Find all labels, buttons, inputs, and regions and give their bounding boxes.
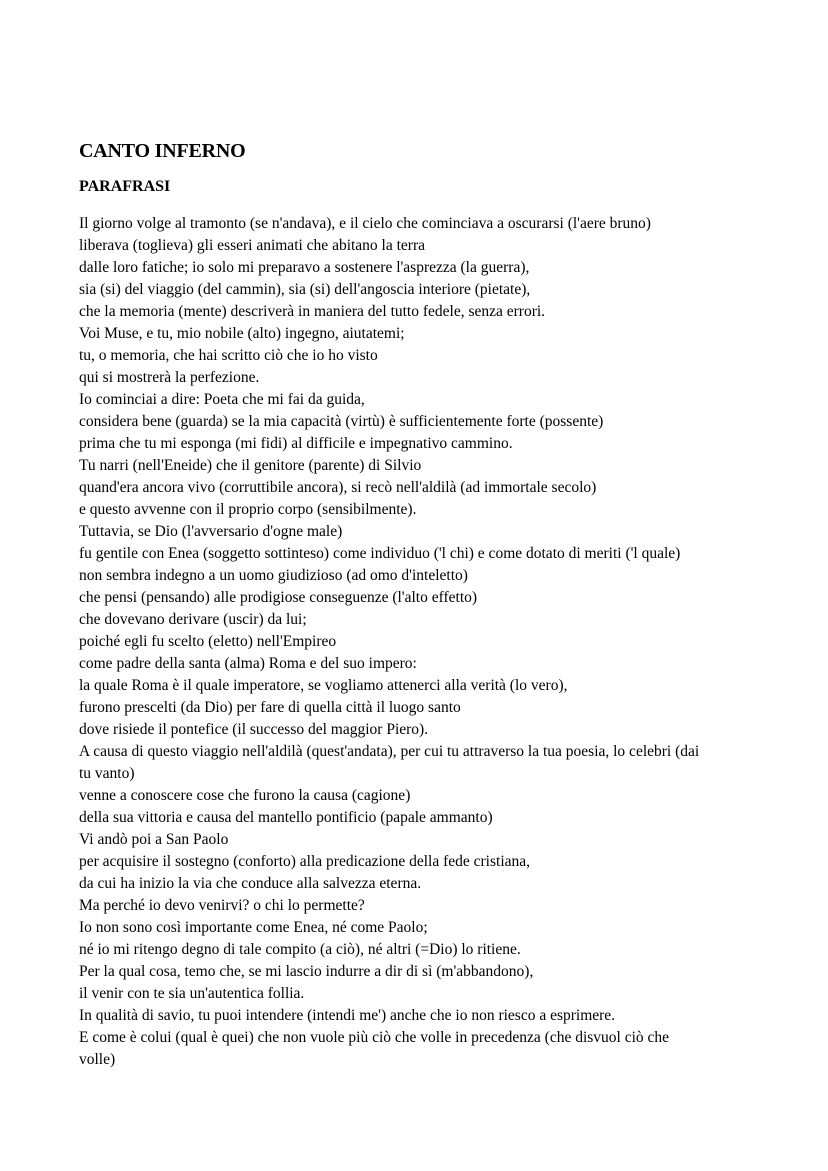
text-line: non sembra indegno a un uomo giudizioso (ad omo d'inteletto) <box>79 567 468 584</box>
text-line: furono prescelti (da Dio) per fare di quella città il luogo santo <box>79 699 461 716</box>
text-line: il venir con te sia un'autentica follia. <box>79 985 305 1002</box>
text-line: Il giorno volge al tramonto (se n'andava), e il cielo che cominciava a oscurarsi (l'aere bruno) <box>79 215 651 232</box>
text-line: della sua vittoria e causa del mantello pontificio (papale ammanto) <box>79 809 493 826</box>
paraphrase-text <box>79 213 759 1071</box>
text-line: qui si mostrerà la perfezione. <box>79 369 260 386</box>
text-line: Io cominciai a dire: Poeta che mi fai da guida, <box>79 391 365 408</box>
text-line: la quale Roma è il quale imperatore, se vogliamo attenerci alla verità (lo vero), <box>79 677 568 694</box>
text-line: liberava (toglieva) gli esseri animati che abitano la terra <box>79 237 426 254</box>
text-line: quand'era ancora vivo (corruttibile ancora), si recò nell'aldilà (ad immortale secolo) <box>79 479 597 496</box>
text-line: prima che tu mi esponga (mi fidi) al difficile e impegnativo cammino. <box>79 435 513 452</box>
text-line: venne a conoscere cose che furono la causa (cagione) <box>79 787 411 804</box>
text-line: Voi Muse, e tu, mio nobile (alto) ingegno, aiutatemi; <box>79 325 405 342</box>
text-line: e questo avvenne con il proprio corpo (sensibilmente). <box>79 501 417 518</box>
text-line: sia (si) del viaggio (del cammin), sia (si) dell'angoscia interiore (pietate), <box>79 281 531 298</box>
text-line: Tu narri (nell'Eneide) che il genitore (parente) di Silvio <box>79 457 422 474</box>
text-line: Vi andò poi a San Paolo <box>79 831 229 848</box>
document-title: CANTO INFERNO <box>79 140 246 162</box>
text-line: tu vanto) <box>79 765 135 782</box>
text-line: da cui ha inizio la via che conduce alla salvezza eterna. <box>79 875 422 892</box>
text-line: A causa di questo viaggio nell'aldilà (quest'andata), per cui tu attraverso la tua poesia, lo celebri (dai <box>79 743 700 760</box>
text-line: E come è colui (qual è quei) che non vuole più ciò che volle in precedenza (che disvuol ciò che <box>79 1029 670 1046</box>
text-line: che la memoria (mente) descriverà in maniera del tutto fedele, senza errori. <box>79 303 546 320</box>
text-line: Tuttavia, se Dio (l'avversario d'ogne male) <box>79 523 343 540</box>
text-line: Ma perché io devo venirvi? o chi lo permette? <box>79 897 365 914</box>
text-line: né io mi ritengo degno di tale compito (a ciò), né altri (=Dio) lo ritiene. <box>79 941 521 958</box>
text-line: dove risiede il pontefice (il successo del maggior Piero). <box>79 721 429 738</box>
text-line: In qualità di savio, tu puoi intendere (intendi me') anche che io non riesco a esprimere. <box>79 1007 616 1024</box>
text-line: dalle loro fatiche; io solo mi preparavo a sostenere l'asprezza (la guerra), <box>79 259 530 276</box>
text-line: che dovevano derivare (uscir) da lui; <box>79 611 307 628</box>
text-line: Io non sono così importante come Enea, né come Paolo; <box>79 919 428 936</box>
text-line: Per la qual cosa, temo che, se mi lascio indurre a dir di sì (m'abbandono), <box>79 963 534 980</box>
text-line: per acquisire il sostegno (conforto) alla predicazione della fede cristiana, <box>79 853 531 870</box>
text-line: considera bene (guarda) se la mia capacità (virtù) è sufficientemente forte (possente) <box>79 413 604 430</box>
text-line: fu gentile con Enea (soggetto sottinteso) come individuo ('l chi) e come dotato di meriti ('l quale) <box>79 545 681 562</box>
text-line: poiché egli fu scelto (eletto) nell'Empireo <box>79 633 337 650</box>
section-heading: PARAFRASI <box>79 178 171 195</box>
text-line: come padre della santa (alma) Roma e del suo impero: <box>79 655 417 672</box>
text-line: tu, o memoria, che hai scritto ciò che io ho visto <box>79 347 378 364</box>
text-line: che pensi (pensando) alle prodigiose conseguenze (l'alto effetto) <box>79 589 478 606</box>
text-line: volle) <box>79 1051 116 1068</box>
